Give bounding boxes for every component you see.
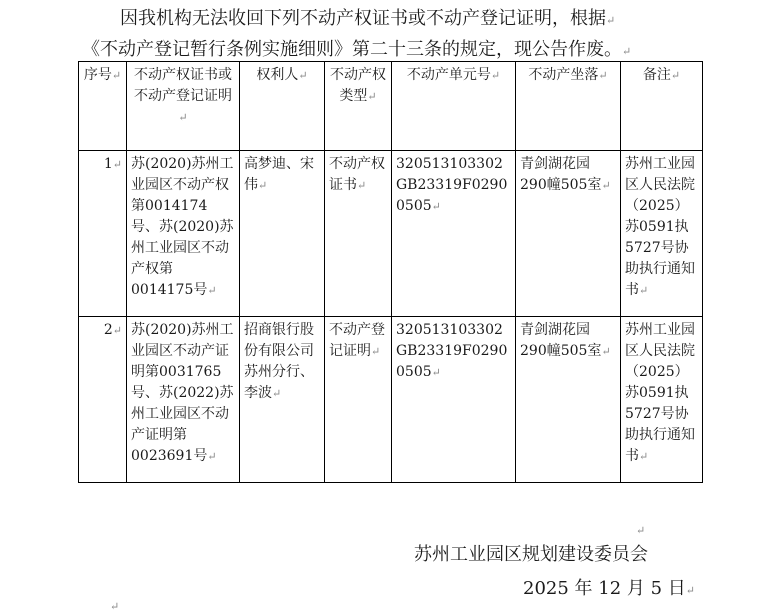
cell-no: 1↵ [79, 151, 127, 317]
cell-note: 苏州工业园区人民法院（2025）苏0591执5727号协助执行通知书↵ [621, 317, 703, 483]
table-row [79, 317, 703, 483]
cell-owner: 招商银行股份有限公司苏州分行、李波↵ [240, 317, 325, 483]
cell-note: 苏州工业园区人民法院（2025）苏0591执5727号协助执行通知书↵ [621, 151, 703, 317]
header-unit: 不动产单元号↵ [392, 62, 516, 151]
cell-unit: 320513103302GB23319F02900505↵ [392, 151, 516, 317]
paragraph-mark-icon: ↵ [606, 14, 616, 27]
header-note: 备注↵ [621, 62, 703, 151]
signature: 苏州工业园区规划建设委员会 [414, 544, 648, 565]
header-location: 不动产坐落↵ [516, 62, 621, 151]
notice-line-1: 因我机构无法收回下列不动产权证书或不动产登记证明，根据 [120, 8, 606, 29]
cell-location: 青剑湖花园290幢505室↵ [516, 317, 621, 483]
cell-cert: 苏(2020)苏州工业园区不动产证明第0031765号、苏(2022)苏州工业园区不动产证明第0023691号↵ [127, 317, 240, 483]
header-cert: 不动产权证书或不动产登记证明↵ [127, 62, 240, 151]
notice-paragraph [82, 4, 722, 66]
paragraph-mark-icon: ↵ [685, 584, 695, 597]
cell-type: 不动产权证书↵ [325, 151, 392, 317]
header-type: 不动产权类型↵ [325, 62, 392, 151]
header-owner: 权利人↵ [240, 62, 325, 151]
cell-cert: 苏(2020)苏州工业园区不动产权第0014174号、苏(2020)苏州工业园区不动产权第0014175号↵ [127, 151, 240, 317]
notice-table [78, 61, 703, 483]
cell-no: 2↵ [79, 317, 127, 483]
table-row [79, 151, 703, 317]
cell-location: 青剑湖花园290幢505室↵ [516, 151, 621, 317]
paragraph-mark-icon: ↵ [622, 45, 632, 58]
header-no: 序号↵ [79, 62, 127, 151]
cell-type: 不动产登记证明↵ [325, 317, 392, 483]
signature-date: 2025 年 12 月 5 日↵ [523, 578, 695, 599]
table-header-row [79, 62, 703, 151]
cell-unit: 320513103302GB23319F02900505↵ [392, 317, 516, 483]
cell-owner: 高梦迪、宋伟↵ [240, 151, 325, 317]
notice-line-2: 《不动产登记暂行条例实施细则》第二十三条的规定，现公告作废。 [82, 39, 622, 60]
paragraph-mark-icon: ↵ [110, 600, 120, 613]
paragraph-mark-icon: ↵ [636, 524, 646, 537]
